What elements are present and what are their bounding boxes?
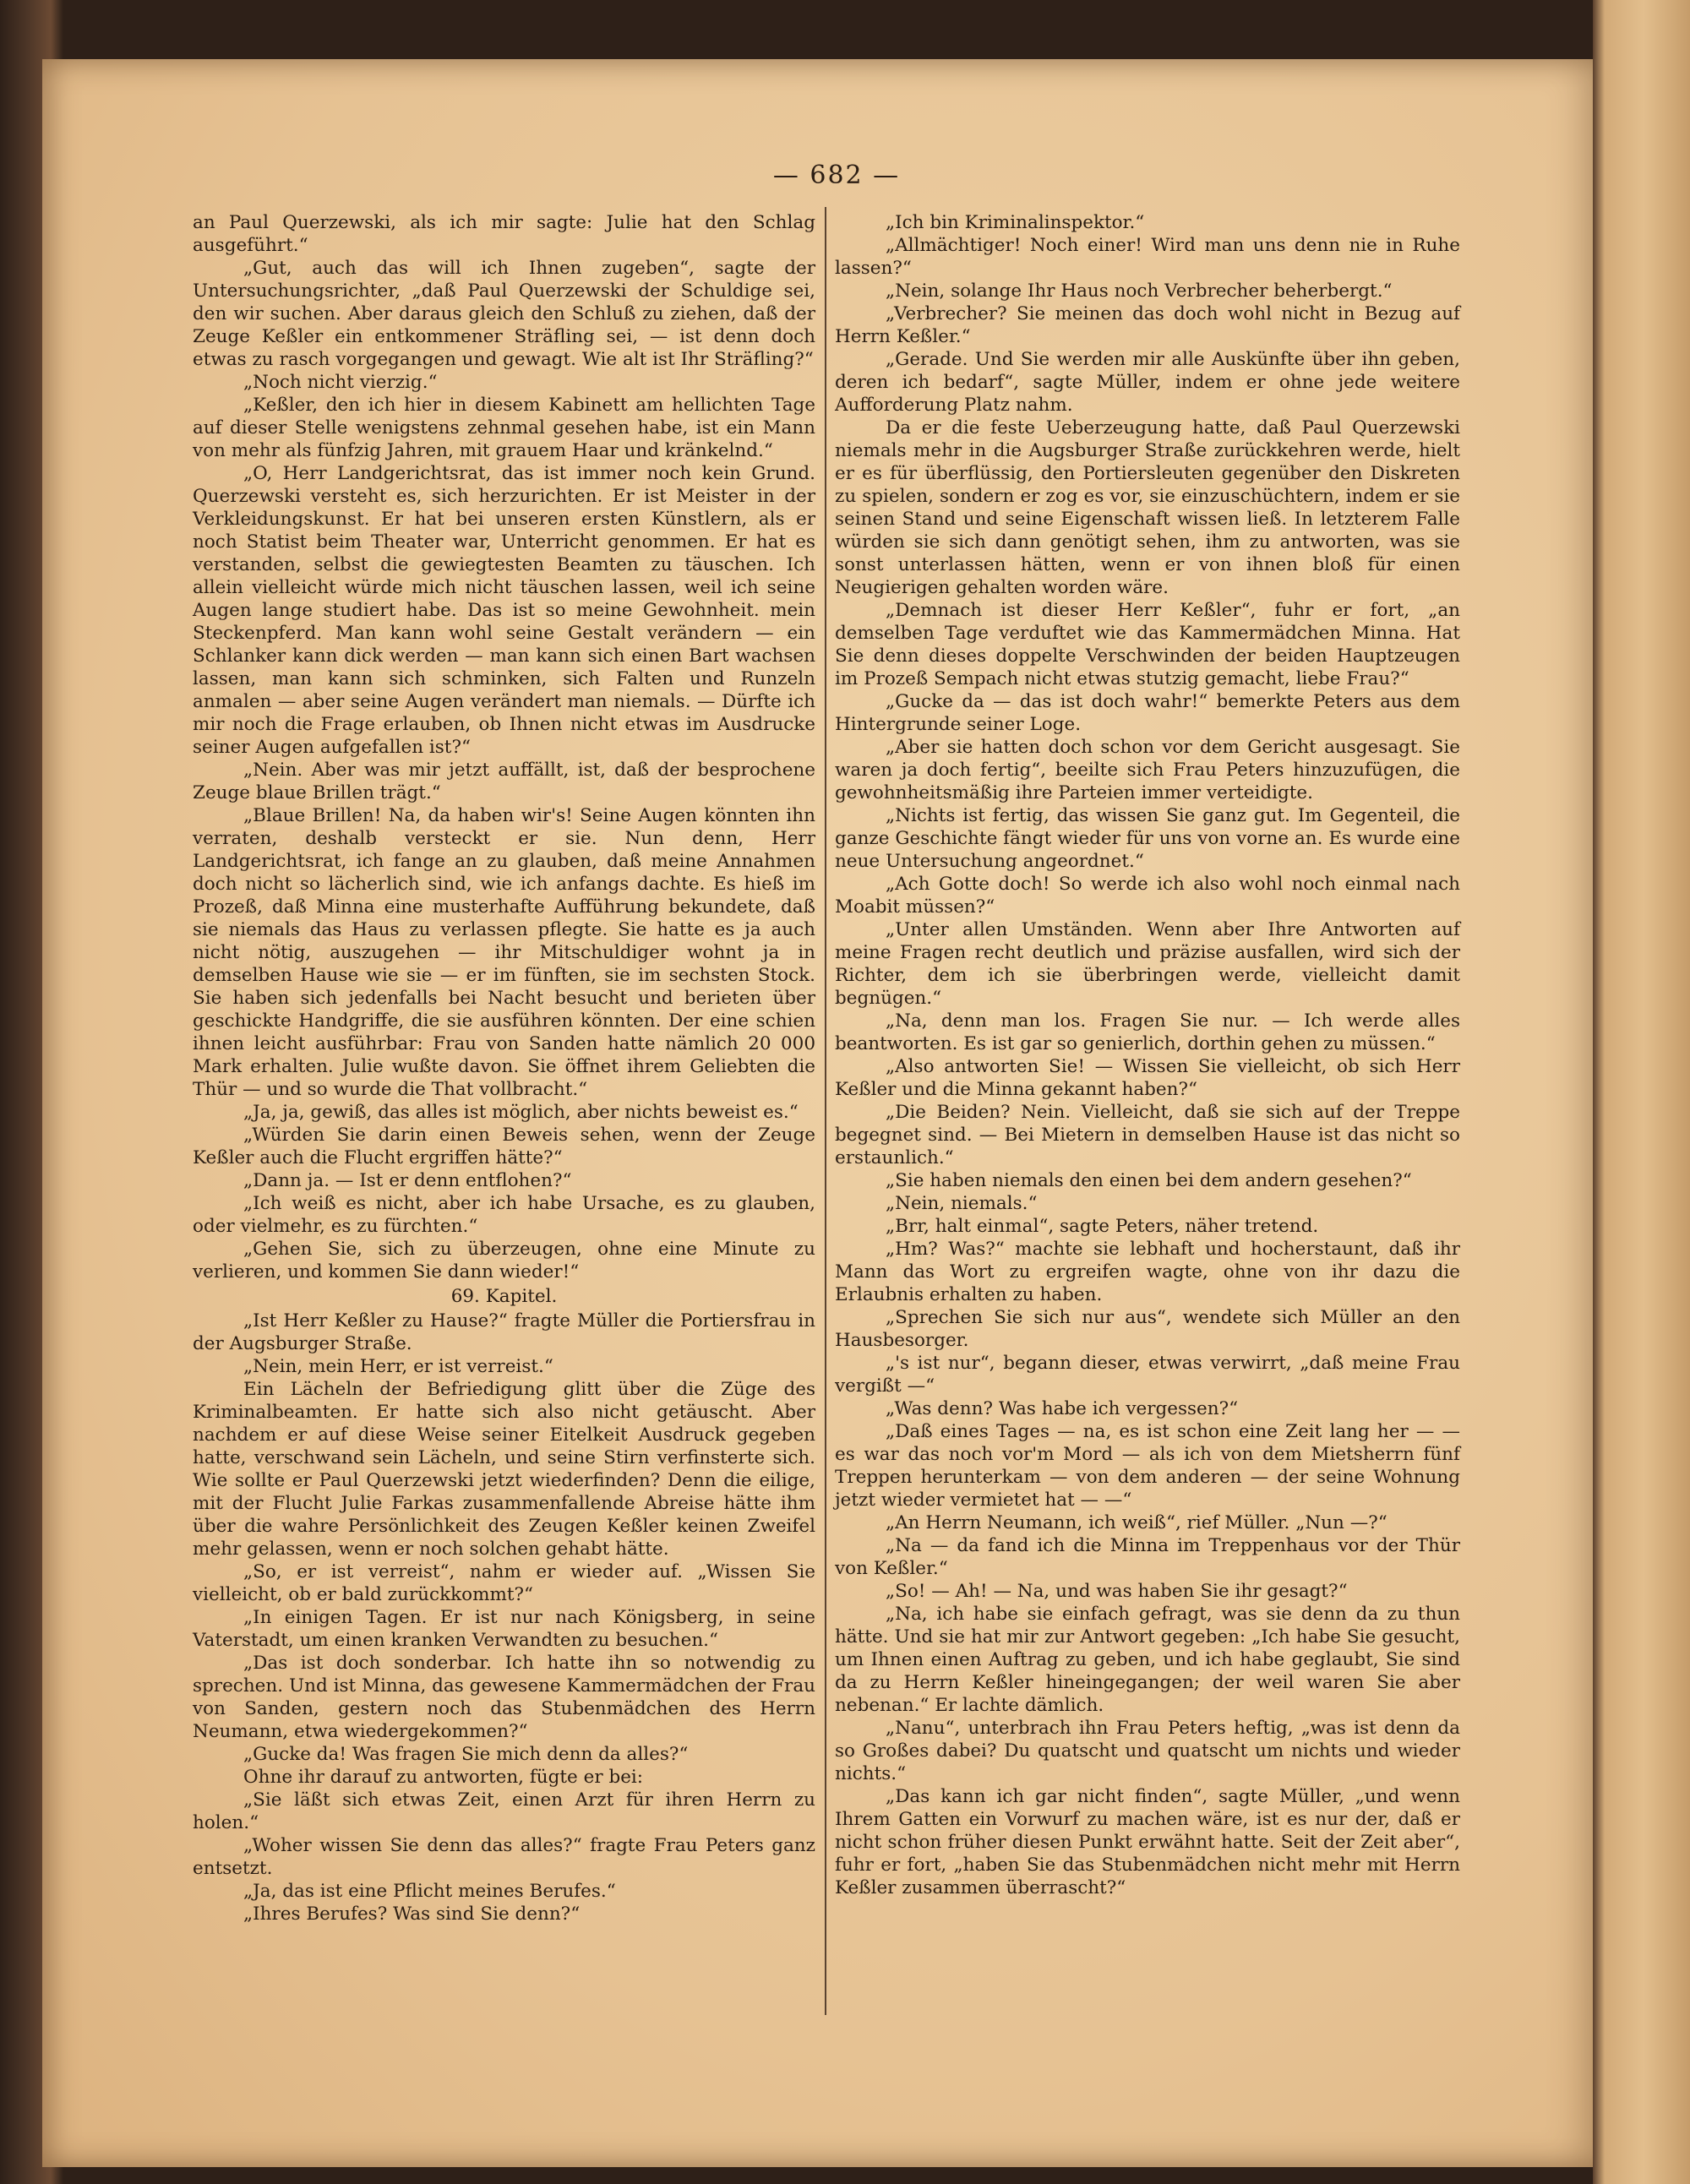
paragraph: „Daß eines Tages — na, es ist schon eine Zeit lang her — — es war das noch vor'm Mord — als ich von dem Mietsherrn fünf Treppen herunterkam — von dem anderen — der seine Wohnung jetzt wieder vermietet hat — —“ [835,1421,1460,1511]
chapter-heading: 69. Kapitel. [450,1286,558,1307]
paragraph: „'s ist nur“, begann dieser, etwas verwirrt, „daß meine Frau vergißt —“ [835,1353,1460,1397]
paragraph: „Sprechen Sie sich nur aus“, wendete sich Müller an den Hausbesorger. [835,1307,1460,1351]
paragraph: an Paul Querzewski, als ich mir sagte: Julie hat den Schlag ausgeführt.“ [193,212,815,256]
paragraph: „Ja, ja, gewiß, das alles ist möglich, aber nichts beweist es.“ [243,1102,799,1123]
paragraph: „O, Herr Landgerichtsrat, das ist immer noch kein Grund. Querzewski versteht es, sich herzurichten. Er ist Meister in der Verkleidungskunst. Er hat bei unseren ersten Künstlern, als er noch Statist beim Theater war, Unterricht genommen. Er hat es verstanden, selbst die gewiegtesten Beamten zu täuschen. Ich allein vielleicht würde mich nicht täuschen lassen, weil ich seine Augen lange studiert habe. Das ist so meine Gewohnheit. mein Steckenpferd. Man kann wohl seine Gestalt verändern — ein Schlanker kann dick werden — man kann sich einen Bart wachsen lassen, man kann sich schminken, sich Falten und Runzeln anmalen — aber seine Augen verändert man niemals. — Dürfte ich mir noch die Frage erlauben, ob Ihnen nicht etwas im Ausdrucke seiner Augen aufgefallen ist?“ [193,463,815,758]
paragraph: „So, er ist verreist“, nahm er wieder auf. „Wissen Sie vielleicht, ob er bald zurückkommt?“ [193,1561,815,1605]
paragraph: „Na — da fand ich die Minna im Treppenhaus vor der Thür von Keßler.“ [835,1535,1460,1579]
paragraph: „Sie läßt sich etwas Zeit, einen Arzt für ihren Herrn zu holen.“ [193,1789,815,1833]
paragraph: „Aber sie hatten doch schon vor dem Gericht ausgesagt. Sie waren ja doch fertig“, beeilte sich Frau Peters hinzuzufügen, die gewohnheitsmäßig ihre Parteien immer verteidigte. [835,737,1460,803]
paragraph: „An Herrn Neumann, ich weiß“, rief Müller. „Nun —?“ [886,1512,1387,1533]
paragraph: „Na, denn man los. Fragen Sie nur. — Ich werde alles beantworten. Es ist gar so genierlich, dorthin gehen zu müssen.“ [835,1010,1460,1054]
paragraph: „Noch nicht vierzig.“ [243,372,438,393]
paragraph: „Ach Gotte doch! So werde ich also wohl noch einmal nach Moabit müssen?“ [835,874,1460,918]
paragraph: „Nanu“, unterbrach ihn Frau Peters heftig, „was ist denn da so Großes dabei? Du quatscht und quatscht um nichts und wieder nichts.“ [835,1718,1460,1784]
paragraph: „Hm? Was?“ machte sie lebhaft und hocherstaunt, daß ihr Mann das Wort zu ergreifen wagte, ohne von ihr dazu die Erlaubnis erhalten zu haben. [835,1239,1460,1305]
paragraph: „Ihres Berufes? Was sind Sie denn?“ [243,1904,581,1925]
right-column [835,211,1460,1899]
paragraph: „Keßler, den ich hier in diesem Kabinett am hellichten Tage auf dieser Stelle wenigstens zehnmal gesehen habe, ist ein Mann von mehr als fünfzig Jahren, mit grauem Haar und kränkelnd.“ [193,395,815,461]
paragraph: „Allmächtiger! Noch einer! Wird man uns denn nie in Ruhe lassen?“ [835,235,1460,279]
page-number: — 682 — [772,161,901,190]
paragraph: Ein Lächeln der Befriedigung glitt über die Züge des Kriminalbeamten. Er hatte sich also nicht getäuscht. Aber nachdem er auf diese Weise seiner Eitelkeit Ausdruck gegeben hatte, verschwand sein Lächeln, und seine Stirn verfinsterte sich. Wie sollte er Paul Querzewski jetzt wiederfinden? Denn die eilige, mit der Flucht Julie Farkas zusammenfallende Abreise hätte ihm über die wahre Persönlichkeit des Zeugen Keßler keinen Zweifel mehr gelassen, wenn er noch solchen gehabt hätte. [193,1379,815,1560]
next-page-edge [1593,0,1690,2184]
paragraph: „Gerade. Und Sie werden mir alle Auskünfte über ihn geben, deren ich bedarf“, sagte Müller, indem er ohne jede weitere Aufforderung Platz nahm. [835,349,1460,416]
column-divider [825,207,826,2015]
paragraph: „Ja, das ist eine Pflicht meines Berufes.“ [243,1881,616,1902]
paragraph: „Nein, niemals.“ [886,1193,1038,1214]
paragraph: „Gut, auch das will ich Ihnen zugeben“, sagte der Untersuchungsrichter, „daß Paul Querzewski der Schuldige sei, den wir suchen. Aber daraus gleich den Schluß zu ziehen, daß der Zeuge Keßler ein entkommener Sträfling sei, — ist denn doch etwas zu rasch vorgegangen und gewagt. Wie alt ist Ihr Sträfling?“ [193,258,815,370]
paragraph: Ohne ihr darauf zu antworten, fügte er bei: [243,1767,644,1788]
paragraph: „Das ist doch sonderbar. Ich hatte ihn so notwendig zu sprechen. Und ist Minna, das gewesene Kammermädchen der Frau von Sanden, gestern noch das Stubenmädchen des Herrn Neumann, etwa wiedergekommen?“ [193,1653,815,1742]
paragraph: „Was denn? Was habe ich vergessen?“ [886,1398,1239,1419]
paragraph: „Die Beiden? Nein. Vielleicht, daß sie sich auf der Treppe begegnet sind. — Bei Mietern in demselben Hause ist das nicht so erstaunlich.“ [835,1102,1460,1168]
paragraph: „Nein, mein Herr, er ist verreist.“ [243,1356,553,1377]
paragraph: „Nein, solange Ihr Haus noch Verbrecher beherbergt.“ [886,280,1393,302]
left-column [193,211,815,1925]
paragraph: „Ich bin Kriminalinspektor.“ [886,212,1145,233]
paragraph: „Dann ja. — Ist er denn entflohen?“ [243,1170,572,1191]
paragraph: Da er die feste Ueberzeugung hatte, daß Paul Querzewski niemals mehr in die Augsburger Straße zurückkehren werde, hielt er es für überflüssig, den Portiersleuten gegenüber den Diskreten zu spielen, sondern er zog es vor, sie einzuschüchtern, indem er sie seinen Stand und seine Eigenschaft wissen ließ. In letzterem Falle würden sie sich dann genötigt sehen, ihm zu antworten, was sie sonst unterlassen hätten, wenn er von ihnen bloß für einen Neugierigen gehalten worden wäre. [835,417,1460,598]
paragraph: „Gucke da! Was fragen Sie mich denn da alles?“ [243,1744,689,1765]
paragraph: „In einigen Tagen. Er ist nur nach Königsberg, in seine Vaterstadt, um einen kranken Verwandten zu besuchen.“ [193,1607,815,1651]
paragraph: „Gehen Sie, sich zu überzeugen, ohne eine Minute zu verlieren, und kommen Sie dann wieder!“ [193,1239,815,1283]
paragraph: „Gucke da — das ist doch wahr!“ bemerkte Peters aus dem Hintergrunde seiner Loge. [835,691,1460,735]
paragraph: „Ich weiß es nicht, aber ich habe Ursache, es zu glauben, oder vielmehr, es zu fürchten.“ [193,1193,815,1237]
paragraph: „Sie haben niemals den einen bei dem andern gesehen?“ [886,1170,1412,1191]
paragraph: „Woher wissen Sie denn das alles?“ fragte Frau Peters ganz entsetzt. [193,1835,815,1879]
paragraph: „Unter allen Umständen. Wenn aber Ihre Antworten auf meine Fragen recht deutlich und präzise ausfallen, wird sich der Richter, dem ich sie überbringen werde, vielleicht damit begnügen.“ [835,919,1460,1009]
paragraph: „Na, ich habe sie einfach gefragt, was sie denn da zu thun hätte. Und sie hat mir zur Antwort gegeben: „Ich habe Sie gesucht, um Ihnen einen Auftrag zu geben, und ich habe geglaubt, Sie sind da zu Herrn Keßler hineingegangen; der weil waren Sie aber nebenan.“ Er lachte dämlich. [835,1604,1460,1716]
paragraph: „Also antworten Sie! — Wissen Sie vielleicht, ob sich Herr Keßler und die Minna gekannt haben?“ [835,1056,1460,1100]
paragraph: „Demnach ist dieser Herr Keßler“, fuhr er fort, „an demselben Tage verduftet wie das Kammermädchen Minna. Hat Sie denn dieses doppelte Verschwinden der beiden Hauptzeugen im Prozeß Sempach nicht etwas stutzig gemacht, liebe Frau?“ [835,600,1460,689]
paragraph: „Verbrecher? Sie meinen das doch wohl nicht in Bezug auf Herrn Keßler.“ [835,303,1460,347]
paragraph: „Nichts ist fertig, das wissen Sie ganz gut. Im Gegenteil, die ganze Geschichte fängt wieder für uns von vorne an. Es wurde eine neue Untersuchung angeordnet.“ [835,805,1460,872]
paragraph: „Würden Sie darin einen Beweis sehen, wenn der Zeuge Keßler auch die Flucht ergriffen hätte?“ [193,1125,815,1168]
paragraph: „Ist Herr Keßler zu Hause?“ fragte Müller die Portiersfrau in der Augsburger Straße. [193,1310,815,1354]
paragraph: „Nein. Aber was mir jetzt auffällt, ist, daß der besprochene Zeuge blaue Brillen trägt.“ [193,760,815,803]
paragraph: „Das kann ich gar nicht finden“, sagte Müller, „und wenn Ihrem Gatten ein Vorwurf zu machen wäre, ist es nur der, daß er nicht schon früher diesen Punkt erwähnt hatte. Seit der Zeit aber“, fuhr er fort, „haben Sie das Stubenmädchen nicht mehr mit Herrn Keßler zusammen überrascht?“ [835,1786,1460,1898]
paragraph: „Blaue Brillen! Na, da haben wir's! Seine Augen könnten ihn verraten, deshalb versteckt er sie. Nun denn, Herr Landgerichtsrat, ich fange an zu glauben, daß meine Annahmen doch nicht so lächerlich sind, wie ich anfangs dachte. Es hieß im Prozeß, daß Minna eine musterhafte Aufführung bekundete, daß sie niemals das Haus zu verlassen pflegte. Sie hatte es ja auch nicht nötig, auszugehen — ihr Mitschuldiger wohnt ja in demselben Hause wie sie — er im fünften, sie im sechsten Stock. Sie haben sich jedenfalls bei Nacht besucht und berieten über geschickte Handgriffe, die sie ausführen könnten. Der eine schien ihnen leicht ausführbar: Frau von Sanden hatte nämlich 20 000 Mark erhalten. Julie wußte davon. Sie öffnet ihrem Geliebten die Thür — und so wurde die That vollbracht.“ [193,805,815,1100]
paragraph: „So! — Ah! — Na, und was haben Sie ihr gesagt?“ [886,1581,1348,1602]
paragraph: „Brr, halt einmal“, sagte Peters, näher tretend. [886,1216,1319,1237]
